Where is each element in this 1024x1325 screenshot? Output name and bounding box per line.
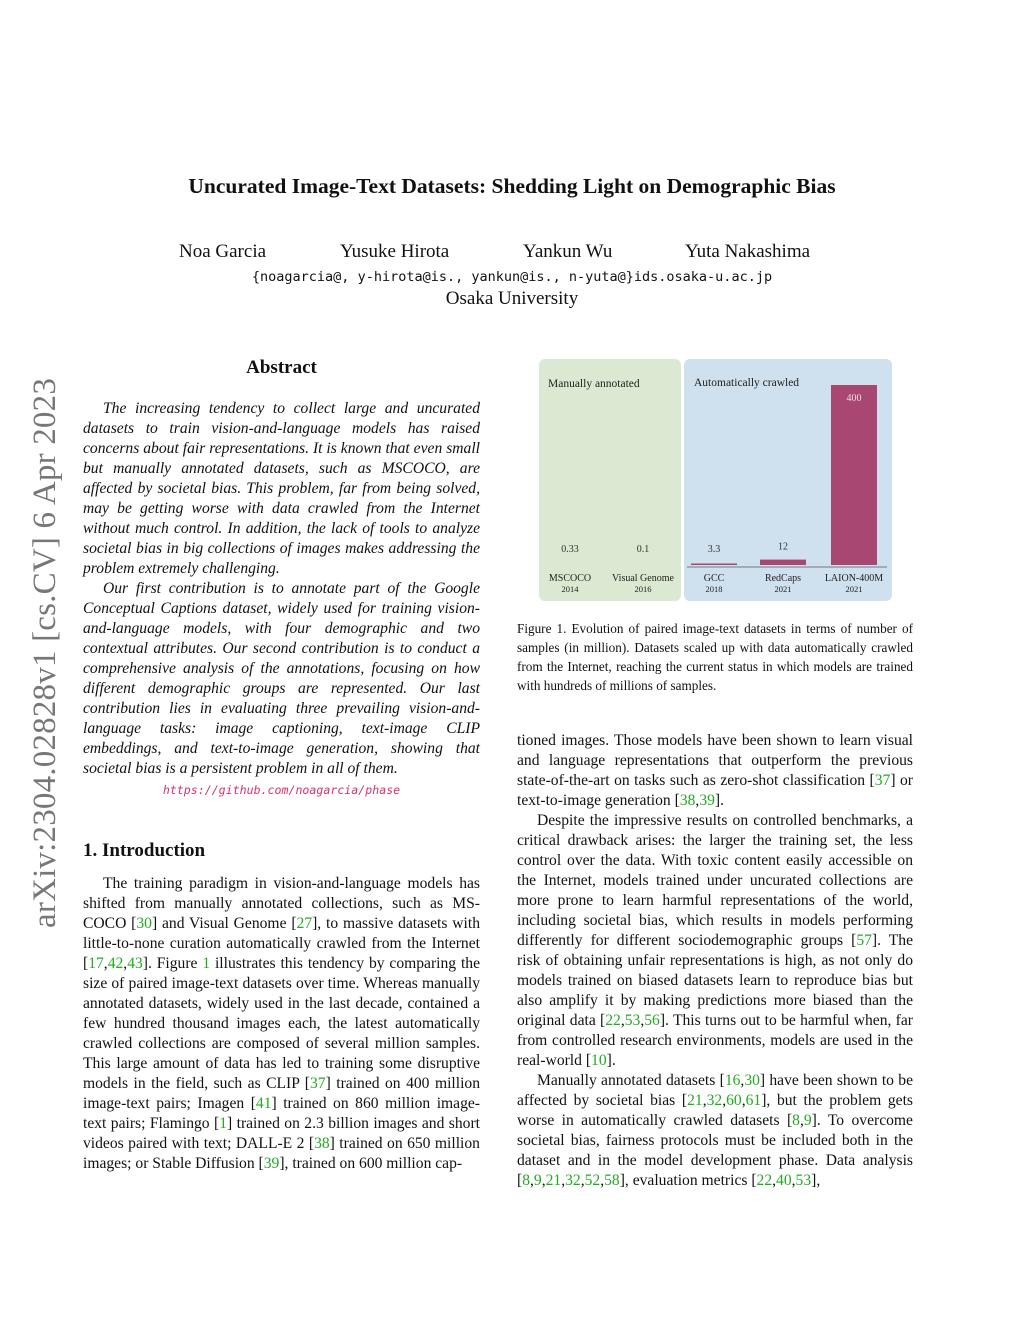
year-label: 2021 [845, 584, 863, 594]
citation-link[interactable]: 17 [88, 955, 104, 972]
year-label: 2014 [561, 584, 579, 594]
group-label-manual: Manually annotated [548, 378, 640, 390]
abstract-paragraph: The increasing tendency to collect large and uncurated datasets to train vision-and-language models has raised concerns about fair representations. It is known that even small but manually annotated datasets, such as MSCOCO, are affected by societal bias. This problem, far from being solved, may be getting worse with data crawled from the Internet without much control. In addition, the lack of tools to analyze societal bias in big collections of images makes addressing the problem extremely challenging. [83, 400, 480, 577]
year-label: 2016 [634, 584, 652, 594]
citation-link[interactable]: 37 [874, 772, 891, 789]
bar-gcc [691, 564, 737, 566]
author-name: Yusuke Hirota [340, 241, 450, 262]
right-column-body [517, 731, 913, 1191]
text-span: ] or text-to-image generation [ [517, 772, 913, 809]
citation-link[interactable]: 21 [687, 1092, 703, 1109]
text-span: ]. Figure [142, 955, 203, 972]
citation-link[interactable]: 32 [565, 1172, 581, 1189]
project-url-link[interactable]: https://github.com/noagarcia/phase [162, 783, 401, 797]
text-span: ]. [606, 1052, 616, 1069]
category-label: Visual Genome [612, 573, 674, 584]
abstract-paragraph: Our first contribution is to annotate part of the Google Conceptual Captions dataset, widely used for training vision-and-language models, with four demographic and two contextual attributes. Our second contribution is to conduct a comprehensive analysis of the annotations, focusing on how different demographic groups are represented. Our last contribution lies in evaluating three prevailing vision-and-language tasks: image captioning, text-image CLIP embeddings, and text-to-image generation, showing that societal bias is a persistent problem in all of them. [83, 580, 480, 777]
text-span: ], evaluation metrics [ [619, 1172, 757, 1189]
bar-redcaps [760, 560, 806, 565]
author-name: Yankun Wu [523, 241, 613, 262]
bar-value-label: 0.1 [636, 544, 650, 555]
citation-link[interactable]: 38 [679, 792, 696, 809]
citation-link[interactable]: 39 [263, 1155, 280, 1172]
citation-link[interactable]: 9 [803, 1112, 812, 1129]
citation-link[interactable]: 37 [309, 1075, 326, 1092]
bar-value-label: 12 [778, 541, 788, 553]
citation-link[interactable]: 9 [533, 1172, 542, 1189]
citation-link[interactable]: 10 [591, 1052, 607, 1069]
citation-link[interactable]: 1 [219, 1115, 228, 1132]
citation-link[interactable]: 22 [605, 1012, 621, 1029]
text-span: Manually annotated datasets [ [537, 1072, 725, 1089]
citation-link[interactable]: 42 [107, 955, 124, 972]
text-span: ] and Visual Genome [ [151, 915, 297, 932]
body-paragraph: Despite the impressive results on controlled benchmarks, a critical drawback arises: the larger the training set, the less control over the data. With toxic content easily accessible on the Internet, models trained under uncurated collections are more prone to learn harmful representations of the world, including societal bias, which results in models performing differently for different sociodemographic groups [57]. The risk of obtaining unfair representations is high, as not only do models trained on biased datasets learn to reproduce bias but also amplify it by making predictions more biased than the original data [22,53,56]. This turns out to be harmful when, far from controlled research environments, models are used in the real-world [10]. [517, 812, 914, 1069]
citation-link[interactable]: 38 [314, 1135, 330, 1152]
body-paragraph: Manually annotated datasets [16,30] have been shown to be affected by societal bias [21,32,60,61], but the problem gets worse in automatically crawled datasets [8,9]. To overcome societal bias, fairness protocols must be included both in the dataset and in the model development phase. Data analysis [8,9,21,32,52,58], evaluation metrics [22,40,53], [517, 1072, 914, 1189]
citation-link[interactable]: 39 [699, 792, 715, 809]
bar-value-label: 3.3 [707, 544, 721, 555]
citation-link[interactable]: 8 [792, 1112, 800, 1129]
paper-title: Uncurated Image-Text Datasets: Shedding Light on Demographic Bias [188, 174, 836, 198]
figure-ref-link[interactable]: 1 [202, 955, 211, 972]
text-span: Despite the impressive results on controlled benchmarks, a critical drawback arises: the larger the training set, the less control over the data. With toxic content easily accessible on the Internet, models trained under uncurated collections are more prone to learn harmful representations of the world, including societal bias, which results in models performing differently for different sociodemographic groups [ [517, 812, 913, 949]
citation-link[interactable]: 27 [296, 915, 313, 932]
text-span: ] trained on 650 million images; or Stable Diffusion [ [83, 1135, 480, 1172]
affiliation: Osaka University [445, 288, 579, 309]
citation-link[interactable]: 30 [136, 915, 152, 932]
citation-link[interactable]: 16 [724, 1072, 741, 1089]
text-span: ]. The risk of obtaining unfair representations is high, as not only do models trained on biased datasets learn to reproduce bias but also amplify it by making predictions more biased than the original data [ [517, 932, 914, 1029]
author-emails: {noagarcia@, y-hirota@is., yankun@is., n-yuta@}ids.osaka-u.ac.jp [251, 269, 773, 285]
manual-group-background [539, 359, 681, 601]
body-paragraph: tioned images. Those models have been shown to learn visual and language representations that outperform the previous state-of-the-art on tasks such as zero-shot classification [37] or text-to-image generation [38,39]. [517, 732, 913, 809]
citation-link[interactable]: 53 [795, 1172, 812, 1189]
arxiv-identifier[interactable]: arXiv:2304.02828v1 [cs.CV] 6 Apr 2023 [27, 377, 63, 928]
text-span: ] have been shown to be affected by societal bias [ [517, 1072, 913, 1109]
year-label: 2021 [774, 584, 792, 594]
citation-link[interactable]: 60 [726, 1092, 742, 1109]
text-span: ] trained on 400 million image-text pairs; Imagen [ [83, 1075, 480, 1112]
text-span: ], trained on 600 million cap- [279, 1155, 463, 1172]
category-label: RedCaps [764, 573, 802, 584]
text-span: ], but the problem gets worse in automatically crawled datasets [ [517, 1092, 914, 1129]
text-span: ]. [714, 792, 724, 809]
author-name: Yuta Nakashima [685, 241, 811, 262]
figure-caption: Figure 1. Evolution of paired image-text datasets in terms of number of samples (in million). Datasets scaled up with data automatically crawled from the Internet, reaching the current status in which models are trained with hundreds of millions of samples. [517, 621, 913, 693]
bar-value-label: 400 [846, 393, 862, 404]
citation-link[interactable]: 32 [706, 1092, 723, 1109]
category-label: GCC [703, 573, 725, 584]
citation-link[interactable]: 22 [756, 1172, 773, 1189]
text-span: tioned images. Those models have been shown to learn visual and language representations that outperform the previous state-of-the-art on tasks such as zero-shot classification [ [517, 732, 913, 789]
citation-link[interactable]: 53 [624, 1012, 641, 1029]
citation-link[interactable]: 8 [522, 1172, 530, 1189]
introduction-body [83, 874, 480, 1174]
abstract-heading: Abstract [246, 357, 317, 378]
text-span: ] trained on 860 million image-text pairs; Flamingo [ [83, 1095, 480, 1132]
bar-value-label: 0.33 [561, 544, 579, 555]
citation-link[interactable]: 30 [744, 1072, 760, 1089]
year-label: 2018 [705, 584, 723, 594]
citation-link[interactable]: 58 [604, 1172, 620, 1189]
citation-link[interactable]: 40 [776, 1172, 792, 1189]
citation-link[interactable]: 43 [127, 955, 143, 972]
figure-1-bar-chart [537, 357, 895, 603]
author-name: Noa Garcia [179, 241, 267, 262]
citation-link[interactable]: 61 [745, 1092, 762, 1109]
text-span: The training paradigm in vision-and-language models has shifted from manually annotated collections, such as MS-COCO [ [83, 875, 480, 932]
text-span: ]. This turns out to be harmful when, far from controlled research environments, models are used in the real-world [ [517, 1012, 913, 1069]
text-span: ] trained on 2.3 billion images and short videos paired with text; DALL-E 2 [ [83, 1115, 480, 1152]
citation-link[interactable]: 57 [856, 932, 872, 949]
citation-link[interactable]: 21 [545, 1172, 562, 1189]
text-span: ], [811, 1172, 821, 1189]
section-heading: 1. Introduction [83, 840, 206, 861]
category-label: LAION-400M [824, 573, 884, 584]
text-span: illustrates this tendency by comparing the size of paired image-text datasets over time. Whereas manually annotated datasets, widely used in the last decade, contained a few hundred thousand images each, the latest automatically crawled collections are composed of several million samples. This large amount of data has led to training some disruptive models in the field, such as CLIP [ [83, 955, 480, 1092]
category-label: MSCOCO [548, 573, 592, 584]
text-span: ]. To overcome societal bias, fairness protocols must be included both in the dataset and in the model development phase. Data analysis [ [517, 1112, 913, 1189]
intro-paragraph: The training paradigm in vision-and-language models has shifted from manually annotated collections, such as MS-COCO [30] and Visual Genome [27], to massive datasets with little-to-none curation automatically crawled from the Internet [17,42,43]. Figure 1 illustrates this tendency by comparing the size of paired image-text datasets over time. Whereas manually annotated datasets, widely used in the last decade, contained a few hundred thousand images each, the latest automatically crawled collections are composed of several million samples. This large amount of data has led to training some disruptive models in the field, such as CLIP [37] trained on 400 million image-text pairs; Imagen [41] trained on 860 million image-text pairs; Flamingo [1] trained on 2.3 billion images and short videos paired with text; DALL-E 2 [38] trained on 650 million images; or Stable Diffusion [39], trained on 600 million cap- [83, 875, 480, 1172]
group-label-crawled: Automatically crawled [694, 377, 800, 389]
citation-link[interactable]: 41 [255, 1095, 272, 1112]
citation-link[interactable]: 52 [584, 1172, 601, 1189]
bar-laion-400m [831, 385, 877, 565]
text-span: ], to massive datasets with little-to-none curation automatically crawled from the Internet [ [83, 915, 480, 972]
citation-link[interactable]: 56 [644, 1012, 660, 1029]
abstract-body [83, 399, 480, 779]
